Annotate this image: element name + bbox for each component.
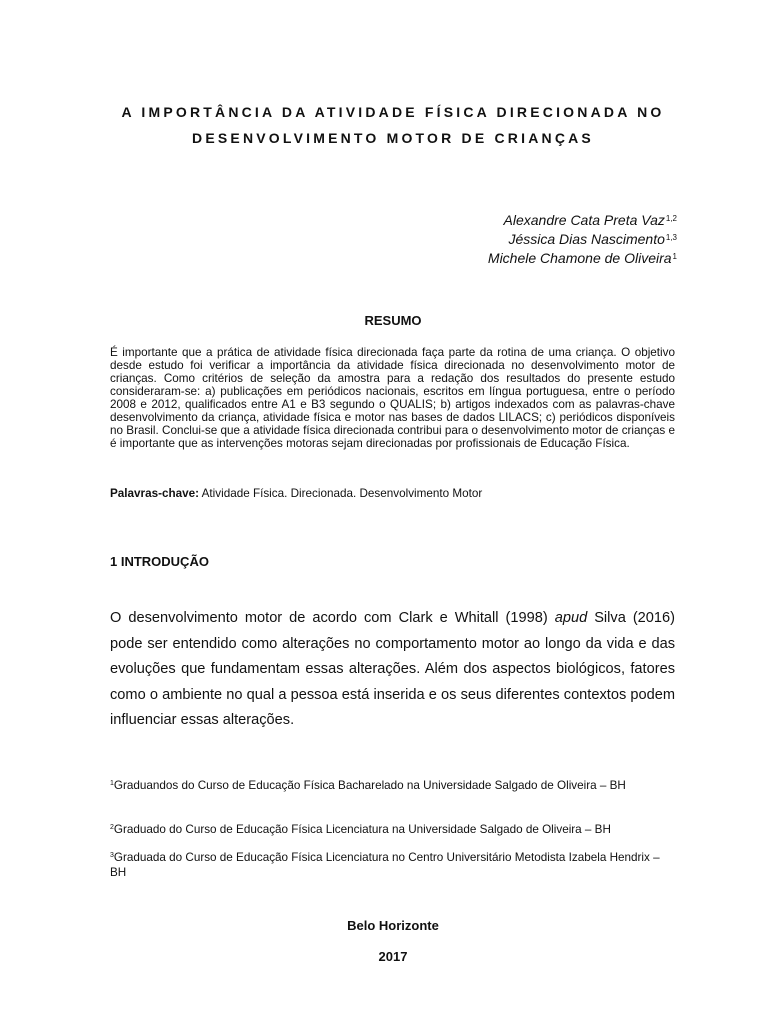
introduction-paragraph: O desenvolvimento motor de acordo com Clark e Whitall (1998) apud Silva (2016) pode ser entendido como alterações no comportamento motor ao longo da vida e das evoluções que fundamentam essas alterações. Além dos aspectos biológicos, fatores como o ambiente no qual a pessoa está inserida e os seus diferentes contextos podem influenciar essas alterações. <box>110 610 676 728</box>
footnote-3: $^3$Graduada do Curso de Educação Física Licenciatura no Centro Universitário Metodista Izabela Hendrix – BH <box>110 851 660 879</box>
author-2: Jéssica Dias Nascimento$^{1,3}$ <box>508 231 677 247</box>
abstract-text: É importante que a prática de atividade física direcionada faça parte da rotina de uma criança. O objetivo desde estudo foi verificar a importância da atividade física direcionada no desenvolvimento motor de crianças. Como critérios de seleção da amostra para a redação dos resultados do presente estudo consideraram-se: a) publicações em periódicos nacionais, escritos em língua portuguesa, entre o período 2008 e 2012, qualificados entre A1 e B3 segundo o QUALIS; b) artigos indexados com as palavras-chave desenvolvimento da criança, atividade física e motor nas bases de dados LILACS; c) periódicos disponíveis no Brasil. Conclui-se que a atividade física direcionada contribui para o desenvolvimento motor de crianças e é importante que as intervenções motoras sejam direcionadas por profissionais de Educação Física. <box>110 346 675 450</box>
city-label: Belo Horizonte <box>347 918 439 933</box>
author-1: Alexandre Cata Preta Vaz$^{1,2}$ <box>503 212 677 228</box>
author-1-affiliation: 1,2 <box>665 214 677 223</box>
abstract-heading: RESUMO <box>364 313 422 328</box>
footnote-2: $^2$Graduado do Curso de Educação Física Licenciatura na Universidade Salgado de Oliveira – BH <box>110 823 611 836</box>
paper-title-line-2: DESENVOLVIMENTO MOTOR DE CRIANÇAS <box>192 130 594 146</box>
author-2-affiliation: 1,3 <box>665 233 677 242</box>
author-list <box>488 210 677 267</box>
author-3-affiliation: 1 <box>672 252 677 261</box>
year-label: 2017 <box>378 949 408 964</box>
keywords-values: Atividade Física. Direcionada. Desenvolvimento Motor <box>201 487 483 500</box>
section-heading-introducao: 1 INTRODUÇÃO <box>110 554 209 569</box>
author-3: Michele Chamone de Oliveira$^1$ <box>487 250 677 266</box>
footnote-1: $^1$Graduandos do Curso de Educação Física Bacharelado na Universidade Salgado de Oliveira – BH <box>110 779 626 792</box>
apud-term: apud <box>554 610 588 626</box>
paper-title-line-1: A IMPORTÂNCIA DA ATIVIDADE FÍSICA DIRECIONADA NO <box>121 104 665 120</box>
keywords <box>110 487 675 500</box>
keywords-label: Palavras-chave: <box>110 487 200 500</box>
